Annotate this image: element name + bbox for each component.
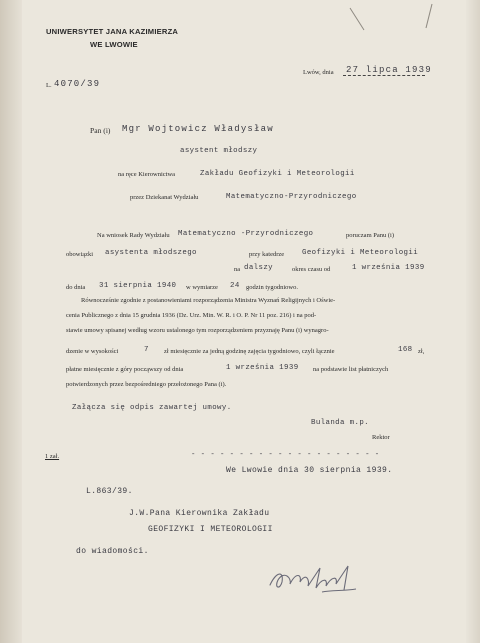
- body-line-8-b: zł miesięcznie za jedną godzinę zajęcia tygodniowo, czyli łącznie: [164, 348, 335, 355]
- body-line-6: cenia Publicznego z dnia 15 grudnia 1936 (Dz. Urz. Min. W. R. i O. P. Nr 11 poz. 216) i na pod-: [66, 312, 317, 319]
- addressee-name: Mgr Wojtowicz Władysław: [122, 124, 274, 134]
- body-line-3-b: okres czasu od: [292, 266, 331, 273]
- department-name: Zakładu Geofizyki i Meteorologii: [200, 170, 355, 178]
- body-line-9-start: 1 września 1939: [226, 364, 299, 372]
- body-line-2-a: obowiązki: [66, 251, 94, 258]
- addressee-position: asystent młodszy: [180, 147, 258, 155]
- body-line-9-b: na podstawie list płatniczych: [313, 366, 389, 373]
- body-line-3-duration: dalszy: [244, 264, 274, 272]
- faculty-name: Matematyczno-Przyrodniczego: [226, 193, 357, 201]
- pan-label: Pan (i): [90, 126, 111, 135]
- attachments-note: 1 zał.: [45, 453, 60, 460]
- rector-signature: Bulanda m.p.: [311, 419, 370, 427]
- copy-place-date: We Lwowie dnia 30 sierpnia 1939.: [226, 466, 393, 475]
- copy-recipient-line-1: J.W.Pana Kierownika Zakładu: [129, 509, 270, 518]
- body-line-1-b: poruczam Panu (i): [346, 232, 395, 239]
- body-line-1-a: Na wniosek Rady Wydziału: [97, 232, 170, 239]
- body-line-9-a: płatne miesięcznie z góry począwszy od dnia: [66, 366, 184, 373]
- body-line-2-b: przy katedrze: [249, 251, 285, 258]
- copy-recipient-line-3: do wiadomości.: [76, 547, 149, 556]
- page-right-edge: [466, 0, 480, 643]
- body-line-3-from: 1 września 1939: [352, 264, 425, 272]
- body-line-4-a: do dnia: [66, 284, 86, 291]
- copy-recipient-line-2: GEOFIZYKI I METEOROLOGII: [148, 525, 273, 534]
- letter-date: 27 lipca 1939: [346, 65, 432, 75]
- body-line-2-chair: Geofizyki i Meteorologii: [302, 249, 419, 257]
- body-line-4-to: 31 sierpnia 1940: [99, 282, 177, 290]
- handwritten-signature: [262, 560, 382, 600]
- body-line-8-total: 168: [398, 346, 413, 354]
- body-line-3-a: na: [234, 266, 241, 273]
- place-date-label: Lwów, dnia: [303, 69, 334, 76]
- copy-separator: - - - - - - - - - - - - - - - - - - - -: [191, 451, 380, 459]
- body-line-8-rate: 7: [144, 346, 149, 354]
- university-name: UNIWERSYTET JANA KAZIMIERZA: [46, 27, 179, 36]
- date-underline: [343, 75, 425, 76]
- body-line-5: Równocześnie zgodnie z postanowieniami rozporządzenia Ministra Wyznań Religijnych i Oświe-: [81, 297, 336, 304]
- body-line-4-c: godzin tygodniowo.: [246, 284, 298, 291]
- enclosure-note: Załącza się odpis zawartej umowy.: [72, 404, 232, 412]
- body-line-4-hours: 24: [230, 282, 240, 290]
- body-line-1-faculty: Matematyczno -Przyrodniczego: [178, 230, 314, 238]
- body-line-4-b: w wymiarze: [186, 284, 218, 291]
- body-line-2-role: asystenta młodszego: [105, 249, 197, 257]
- copy-reference: L.863/39.: [86, 487, 133, 496]
- body-line-8-c: zł,: [418, 348, 425, 355]
- reference-prefix: L.: [46, 82, 52, 89]
- via-label: na ręce Kierownictwa: [118, 171, 176, 178]
- rector-title: Rektor: [372, 434, 390, 441]
- body-line-8-a: dzenie w wysokości: [66, 348, 119, 355]
- body-line-7: stawie umowy spisanej według wzoru ustalonego tym rozporządzeniem przyznaję Panu (i) wynagro-: [66, 327, 329, 334]
- university-city: WE LWOWIE: [90, 40, 138, 49]
- through-label: przez Dziekanat Wydziału: [130, 194, 199, 201]
- margin-marks: [340, 0, 450, 40]
- body-line-10: potwierdzonych przez bezpośredniego przełożonego Pana (i).: [66, 381, 227, 388]
- reference-number: 4070/39: [54, 79, 101, 89]
- page-left-edge: [0, 0, 22, 643]
